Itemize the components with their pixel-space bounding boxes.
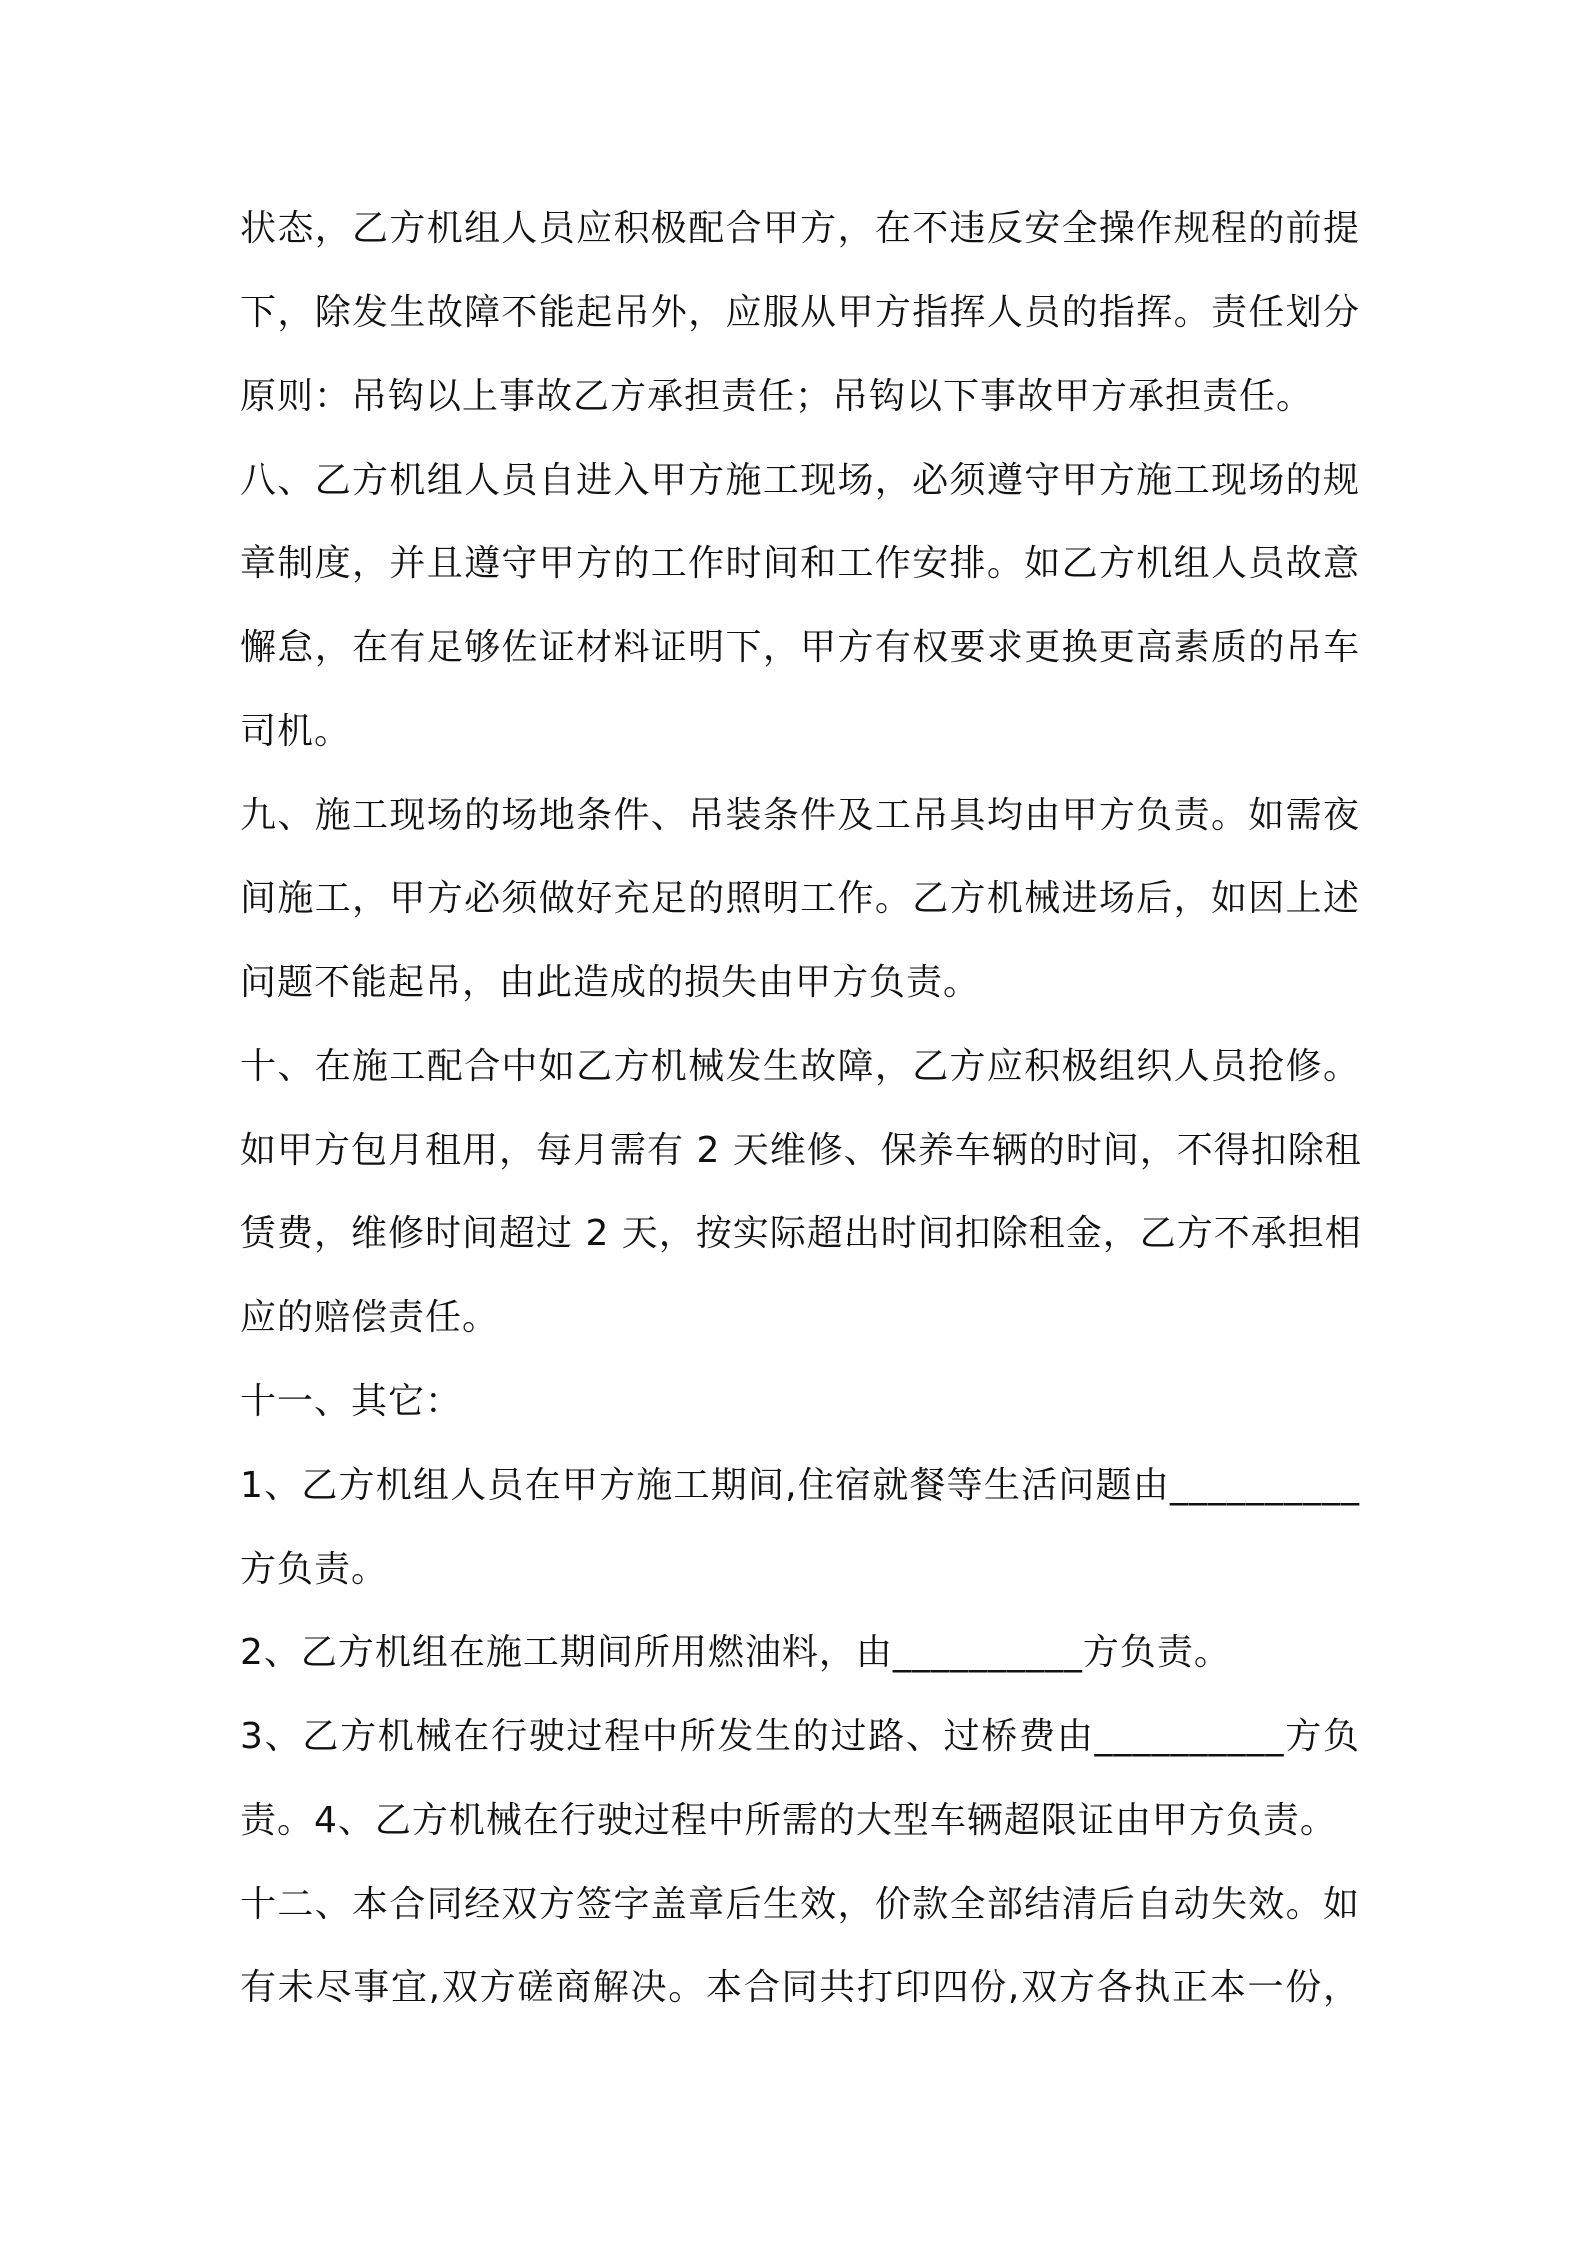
text-line: 方负责。 (240, 1549, 389, 1590)
text-line: 状态，乙方机组人员应积极配合甲方，在不违反安全操作规程的前提 (240, 208, 1360, 249)
text-line: 有未尽事宜,双方磋商解决。本合同共打印四份,双方各执正本一份， (240, 1967, 1360, 2008)
text-line: 九、施工现场的场地条件、吊装条件及工吊具均由甲方负责。如需夜 (240, 795, 1360, 836)
text-line: 责。4、乙方机械在行驶过程中所需的大型车辆超限证由甲方负责。 (240, 1800, 1337, 1841)
text-line: 问题不能起吊，由此造成的损失由甲方负责。 (240, 962, 981, 1003)
text-line: 十一、其它： (240, 1381, 463, 1422)
text-line: 2、乙方机组在施工期间所用燃油料，由__________方负责。 (240, 1632, 1231, 1673)
text-line: 章制度，并且遵守甲方的工作时间和工作安排。如乙方机组人员故意 (240, 543, 1360, 584)
text-line: 间施工，甲方必须做好充足的照明工作。乙方机械进场后，如因上述 (240, 878, 1360, 919)
text-line: 原则：吊钩以上事故乙方承担责任；吊钩以下事故甲方承担责任。 (240, 376, 1314, 417)
text-line: 八、乙方机组人员自进入甲方施工现场，必须遵守甲方施工现场的规 (240, 460, 1360, 501)
text-line: 3、乙方机械在行驶过程中所发生的过路、过桥费由__________方负 (240, 1716, 1360, 1757)
text-line: 赁费，维修时间超过 2 天，按实际超出时间扣除租金，乙方不承担相 (240, 1213, 1362, 1254)
text-line: 应的赔偿责任。 (240, 1297, 500, 1338)
text-line: 司机。 (240, 711, 352, 752)
text-line: 如甲方包月租用，每月需有 2 天维修、保养车辆的时间，不得扣除租 (240, 1130, 1362, 1171)
text-line: 下，除发生故障不能起吊外，应服从甲方指挥人员的指挥。责任划分 (240, 292, 1360, 333)
text-line: 1、乙方机组人员在甲方施工期间,住宿就餐等生活问题由__________ (240, 1465, 1360, 1506)
text-line: 十、在施工配合中如乙方机械发生故障，乙方应积极组织人员抢修。 (240, 1046, 1360, 1087)
text-line: 十二、本合同经双方签字盖章后生效，价款全部结清后自动失效。如 (240, 1884, 1360, 1925)
text-line: 懈怠，在有足够佐证材料证明下，甲方有权要求更换更高素质的吊车 (240, 627, 1360, 668)
